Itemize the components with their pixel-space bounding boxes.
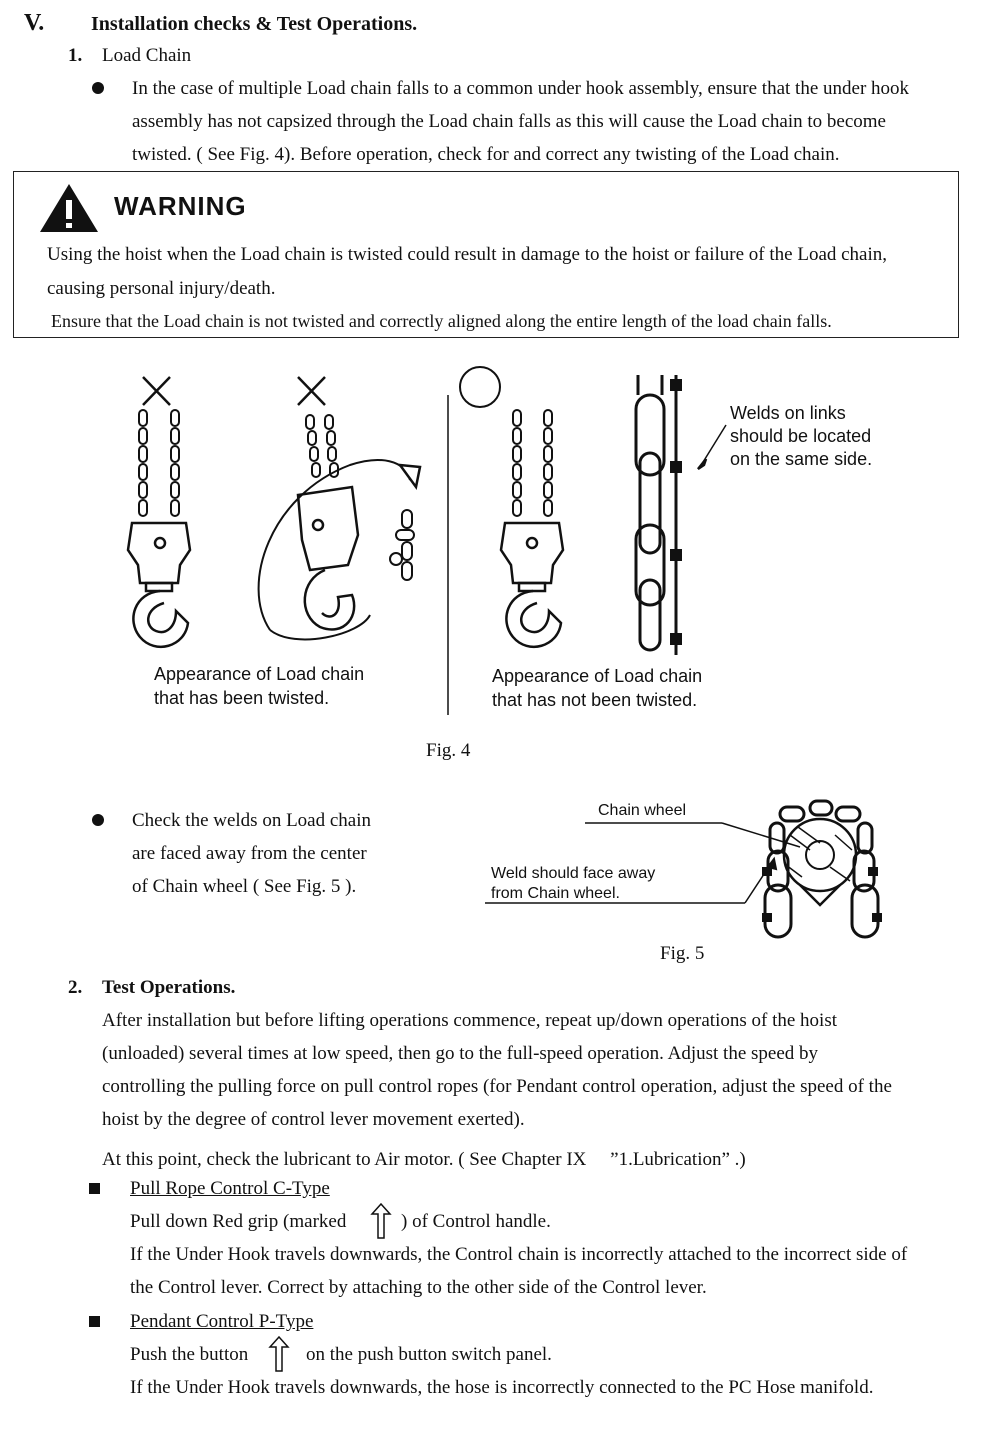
x-mark-icon bbox=[298, 377, 325, 405]
subsection-title-load-chain: Load Chain bbox=[102, 45, 192, 66]
pendant-title: Pendant Control P-Type bbox=[130, 1311, 314, 1332]
fig4-twisted-caption: Appearance of Load chain bbox=[154, 664, 365, 684]
test-operations-line: After installation but before lifting operations commence, repeat up/down operations of the hoist bbox=[102, 1010, 837, 1031]
fig4-weld-note: Welds on links bbox=[730, 403, 846, 423]
fig5-chain-wheel-label: Chain wheel bbox=[598, 802, 687, 819]
x-mark-icon bbox=[143, 377, 170, 405]
pull-rope-line: If the Under Hook travels downwards, the Control chain is incorrectly attached to the incorrect side of bbox=[130, 1244, 908, 1265]
fig4-weld-note: should be located bbox=[730, 426, 872, 446]
fig4-twisted-caption: that has been twisted. bbox=[154, 688, 330, 708]
subsection-number-2: 2. bbox=[68, 977, 83, 998]
up-arrow-icon bbox=[268, 1335, 290, 1373]
pendant-line: If the Under Hook travels downwards, the hose is incorrectly connected to the PC Hose manifold. bbox=[130, 1377, 874, 1398]
up-arrow-icon bbox=[370, 1202, 392, 1240]
load-chain-text-line: twisted. ( See Fig. 4). Before operation, check for and correct any twisting of the Load chain. bbox=[132, 144, 840, 165]
fig4-weld-note: on the same side. bbox=[730, 449, 873, 469]
fig4-caption: Fig. 4 bbox=[426, 740, 471, 761]
fig5-bullet-line: Check the welds on Load chain bbox=[132, 810, 372, 831]
warning-text-line: Ensure that the Load chain is not twisted and correctly aligned along the entire length of the load chain falls. bbox=[51, 311, 832, 331]
load-chain-text-line: assembly has not capsized through the Load chain falls as this will cause the Load chain to become bbox=[132, 111, 886, 132]
square-bullet-icon bbox=[89, 1183, 100, 1194]
section-number: V. bbox=[24, 10, 45, 36]
fig5-caption: Fig. 5 bbox=[660, 943, 705, 964]
fig5-bullet-line: are faced away from the center bbox=[132, 843, 367, 864]
bullet-icon bbox=[92, 82, 104, 94]
fig5-weld-label: Weld should face away bbox=[491, 865, 656, 882]
pull-rope-line: the Control lever. Correct by attaching to the other side of the Control lever. bbox=[130, 1277, 707, 1298]
load-chain-text-line: In the case of multiple Load chain falls to a common under hook assembly, ensure that the under hook bbox=[132, 78, 910, 99]
pendant-line: Push the button bbox=[130, 1344, 249, 1365]
fig5-bullet-line: of Chain wheel ( See Fig. 5 ). bbox=[132, 876, 357, 897]
section-title: Installation checks & Test Operations. bbox=[91, 13, 418, 35]
test-operations-line: hoist by the degree of control lever movement exerted). bbox=[102, 1109, 525, 1130]
fig4-not-twisted-caption: Appearance of Load chain bbox=[492, 666, 703, 686]
warning-text-line: Using the hoist when the Load chain is twisted could result in damage to the hoist or failure of the Load chain, bbox=[47, 244, 888, 265]
pull-rope-line: Pull down Red grip (marked bbox=[130, 1211, 347, 1232]
bullet-icon bbox=[92, 814, 104, 826]
test-operations-line: (unloaded) several times at low speed, then go to the full-speed operation. Adjust the speed by bbox=[102, 1043, 819, 1064]
square-bullet-icon bbox=[89, 1316, 100, 1327]
pendant-line: on the push button switch panel. bbox=[306, 1344, 552, 1365]
pull-rope-line: ) of Control handle. bbox=[401, 1211, 551, 1232]
subsection-title-test-operations: Test Operations. bbox=[102, 977, 236, 998]
o-mark-icon bbox=[460, 367, 500, 407]
fig4-not-twisted-caption: that has not been twisted. bbox=[492, 690, 698, 710]
warning-text-line: causing personal injury/death. bbox=[47, 278, 276, 299]
subsection-number-1: 1. bbox=[68, 45, 83, 66]
pull-rope-title: Pull Rope Control C-Type bbox=[130, 1178, 330, 1199]
test-operations-line: At this point, check the lubricant to Air motor. ( See Chapter IX ”1.Lubrication” .) bbox=[102, 1149, 746, 1170]
fig5-weld-label: from Chain wheel. bbox=[491, 885, 620, 902]
warning-triangle-icon bbox=[38, 182, 100, 234]
warning-heading: WARNING bbox=[114, 191, 247, 221]
test-operations-line: controlling the pulling force on pull control ropes (for Pendant control operation, adjust the speed of the bbox=[102, 1076, 892, 1097]
